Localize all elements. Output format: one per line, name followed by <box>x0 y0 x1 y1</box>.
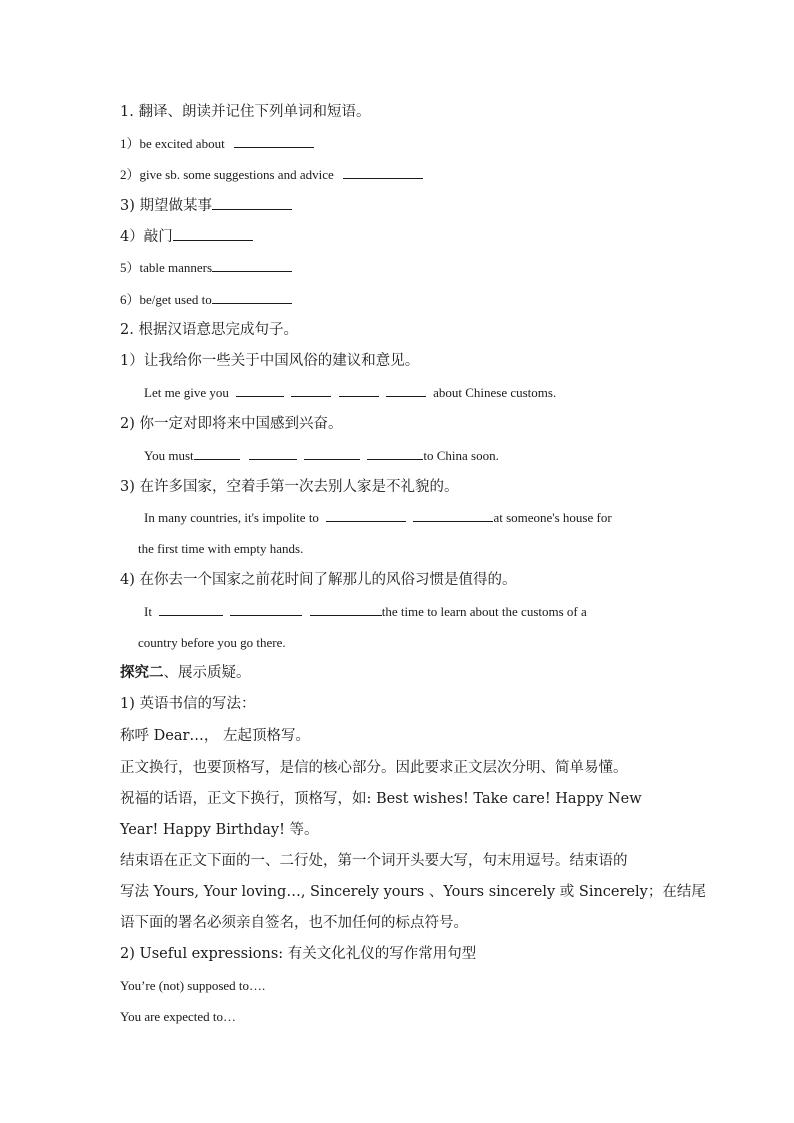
answer-blank[interactable] <box>212 196 292 210</box>
answer-blank[interactable] <box>230 602 302 616</box>
vocab-item-6 <box>120 290 292 310</box>
paragraph-closing: 结束语在正文下面的一、二行处，第一个词开头要大写，句末用逗号。结束语的 <box>120 853 628 869</box>
answer-blank[interactable] <box>326 508 406 522</box>
answer-blank[interactable] <box>173 227 253 241</box>
section1-heading: 1. 翻译、朗读并记住下列单词和短语。 <box>120 104 371 120</box>
answer-blank[interactable] <box>367 446 423 460</box>
answer-blank[interactable] <box>234 134 314 148</box>
answer-blank[interactable] <box>194 446 240 460</box>
section2-heading: 2. 根据汉语意思完成句子。 <box>120 322 298 338</box>
answer-blank[interactable] <box>339 383 379 397</box>
sentence-fragment: In many countries, it's impolite to <box>144 510 319 525</box>
question-2-chinese: 2) 你一定对即将来中国感到兴奋。 <box>120 416 343 432</box>
vocab-item-text: 4）敲门 <box>120 229 173 245</box>
answer-blank[interactable] <box>343 165 423 179</box>
vocab-item-2 <box>120 165 423 185</box>
vocab-item-text: 1）be excited about <box>120 136 225 151</box>
letter-writing-subheading: 1) 英语书信的写法： <box>120 696 256 712</box>
answer-blank[interactable] <box>236 383 284 397</box>
vocab-item-text: 6）be/get used to <box>120 292 212 307</box>
vocab-item-5 <box>120 258 292 278</box>
question-4-chinese: 4) 在你去一个国家之前花时间了解那儿的风俗习惯是值得的。 <box>120 572 517 588</box>
answer-blank[interactable] <box>159 602 223 616</box>
paragraph-wishes: 祝福的话语，正文下换行，顶格写，如: Best wishes! Take care! Happy New <box>120 791 642 807</box>
vocab-item-text: 5）table manners <box>120 260 213 275</box>
vocab-item-1 <box>120 134 314 154</box>
explore-heading <box>120 663 251 683</box>
question-3-chinese: 3) 在许多国家，空着手第一次去别人家是不礼貌的。 <box>120 479 459 495</box>
sentence-fragment: Let me give you <box>144 385 229 400</box>
sentence-fragment: about Chinese customs. <box>433 385 557 400</box>
question-3-english-cont: the first time with empty hands. <box>138 541 304 556</box>
question-4-english <box>144 602 587 622</box>
sentence-fragment: You must <box>144 448 194 463</box>
question-2-english <box>144 446 499 466</box>
answer-blank[interactable] <box>249 446 297 460</box>
vocab-item-text: 3) 期望做某事 <box>120 198 212 214</box>
answer-blank[interactable] <box>212 290 292 304</box>
sentence-fragment: at someone's house for <box>493 510 612 525</box>
vocab-item-text: 2）give sb. some suggestions and advice <box>120 167 334 182</box>
question-1-english <box>144 383 556 403</box>
paragraph-body: 正文换行，也要顶格写，是信的核心部分。因此要求正文层次分明、简单易懂。 <box>120 760 628 776</box>
question-1-chinese: 1）让我给你一些关于中国风俗的建议和意见。 <box>120 353 420 369</box>
answer-blank[interactable] <box>413 508 493 522</box>
sentence-fragment: the time to learn about the customs of a <box>381 604 587 619</box>
paragraph-closing-cont1: 写法 Yours, Your loving…, Sincerely yours 、Yours sincerely 或 Sincerely；在结尾 <box>120 884 706 900</box>
vocab-item-3 <box>120 196 292 216</box>
paragraph-salutation: 称呼 Dear…， 左起顶格写。 <box>120 728 311 744</box>
answer-blank[interactable] <box>386 383 426 397</box>
answer-blank[interactable] <box>291 383 331 397</box>
answer-blank[interactable] <box>310 602 382 616</box>
sentence-fragment: to China soon. <box>423 448 499 463</box>
paragraph-closing-cont2: 语下面的署名必须亲自签名，也不加任何的标点符号。 <box>120 915 468 931</box>
explore-heading-rest: 、展示质疑。 <box>163 665 251 681</box>
useful-expressions-heading: 2) Useful expressions: 有关文化礼仪的写作常用句型 <box>120 946 477 962</box>
question-4-english-cont: country before you go there. <box>138 635 286 650</box>
vocab-item-4 <box>120 227 253 247</box>
expression-2: You are expected to… <box>120 1009 237 1024</box>
answer-blank[interactable] <box>212 258 292 272</box>
explore-heading-bold: 探究二 <box>120 664 164 681</box>
sentence-fragment: It <box>144 604 152 619</box>
question-3-english <box>144 508 612 528</box>
paragraph-wishes-cont: Year! Happy Birthday! 等。 <box>120 822 319 838</box>
expression-1: You’re (not) supposed to…. <box>120 978 266 993</box>
answer-blank[interactable] <box>304 446 360 460</box>
